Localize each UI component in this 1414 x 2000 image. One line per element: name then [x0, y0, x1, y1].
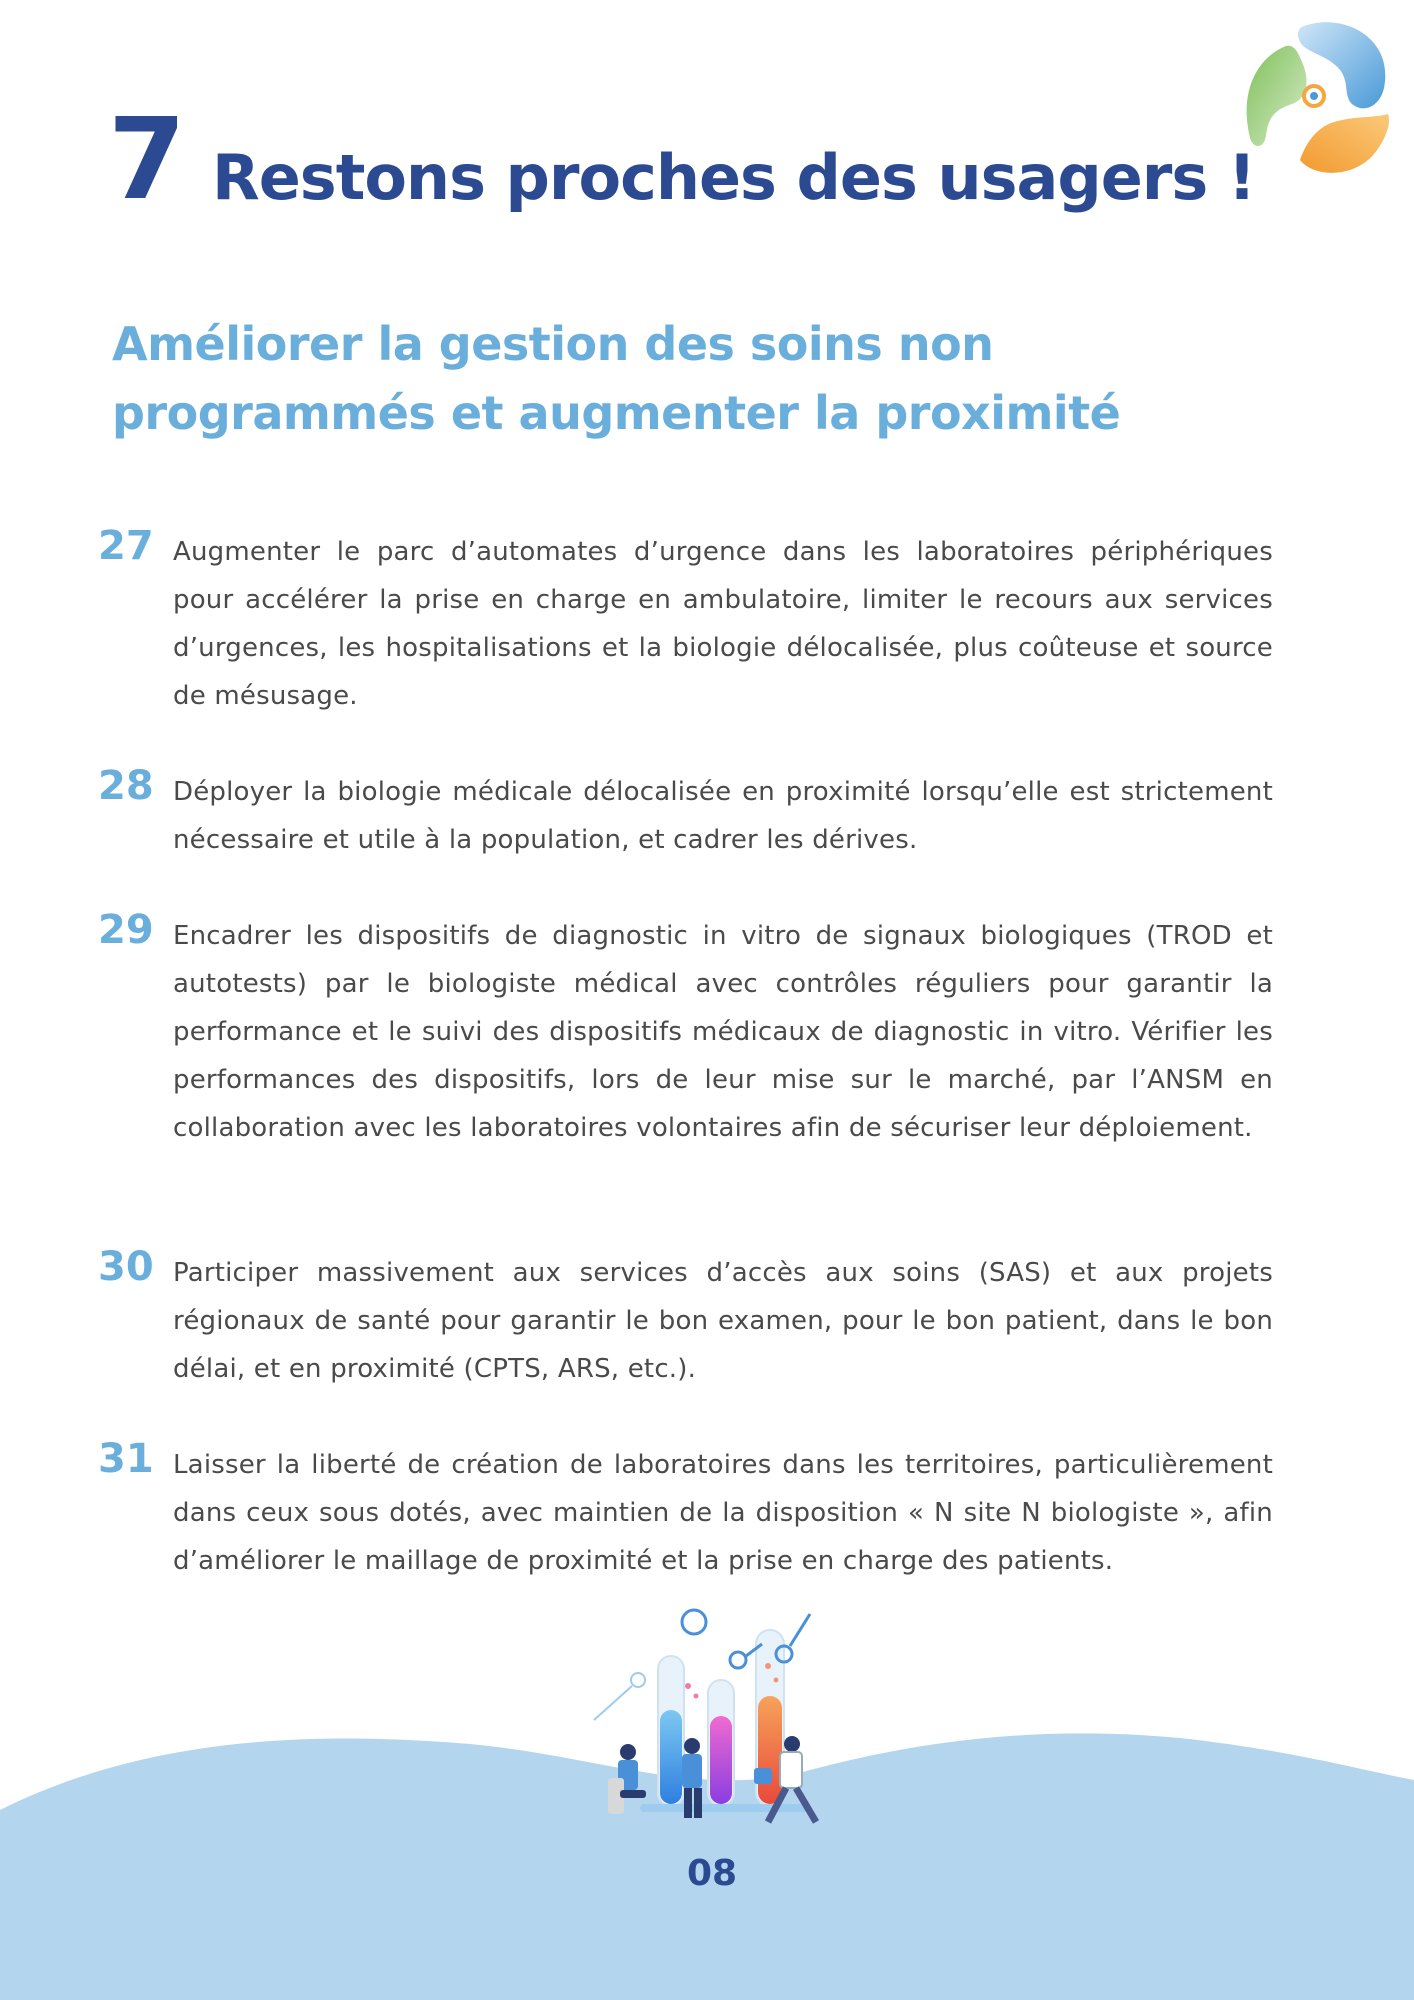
- section-subtitle: Améliorer la gestion des soins non programmés et augmenter la proximité: [112, 317, 1121, 440]
- proposal-number: 31: [98, 1436, 154, 1482]
- page-number: 08: [686, 1853, 738, 1894]
- proposal-text: Participer massivement aux services d’accès aux soins (SAS) et aux projets régionaux de santé pour garantir le bon examen, pour le bon patient, dans le bon délai, et en proximité (CPTS, ARS, etc.).: [173, 1258, 1273, 1384]
- proposal-number: 30: [98, 1244, 154, 1290]
- proposal-text: Encadrer les dispositifs de diagnostic in vitro de signaux biologiques (TROD et autotests) par le biologiste médical avec contrôles réguliers pour garantir la performance et le suivi des dispositifs médicaux de diagnostic in vitro. Vérifier les performances des dispositifs, lors de leur mise sur le marché, par l’ANSM en collaboration avec les laboratoires volontaires afin de sécuriser leur déploiement.: [173, 921, 1273, 1143]
- proposal-text: Déployer la biologie médicale délocalisée en proximité lorsqu’elle est strictement nécessaire et utile à la population, et cadrer les dérives.: [173, 777, 1273, 855]
- chapter-number: 7: [108, 95, 184, 225]
- proposal-number: 29: [98, 907, 154, 953]
- lab-test-tubes-illustration: [580, 1600, 850, 1850]
- proposal-number: 28: [98, 763, 154, 809]
- chapter-title: Restons proches des usagers !: [212, 141, 1256, 214]
- proposal-text: Augmenter le parc d’automates d’urgence dans les laboratoires périphériques pour accélérer la prise en charge en ambulatoire, limiter le recours aux services d’urgences, les hospitalisations et la biologie délocalisée, plus coûteuse et source de mésusage.: [173, 537, 1273, 711]
- proposal-text: Laisser la liberté de création de laboratoires dans les territoires, particulièrement dans ceux sous dotés, avec maintien de la disposition « N site N biologiste », afin d’améliorer le maillage de proximité et la prise en charge des patients.: [173, 1450, 1273, 1576]
- proposal-number: 27: [98, 523, 154, 569]
